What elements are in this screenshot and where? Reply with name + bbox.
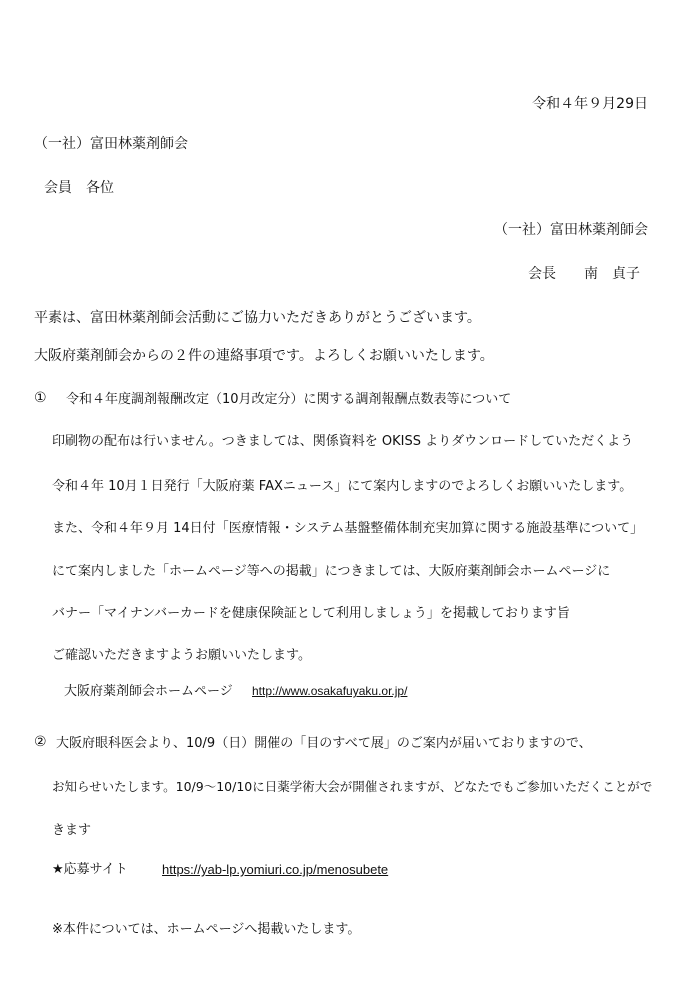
- recipient-organization: （一社）富田林薬剤師会: [34, 136, 188, 152]
- item2-line-3: きます: [52, 823, 92, 838]
- item1-line-4: にて案内しました「ホームページ等への掲載」につきましては、大阪府薬剤師会ホームページに: [52, 564, 611, 579]
- item1-link-label: 大阪府薬剤師会ホームページ: [64, 684, 233, 699]
- sender-organization: （一社）富田林薬剤師会: [494, 222, 648, 238]
- item2-link-label: ★応募サイト: [52, 862, 128, 877]
- item1-marker: ①: [34, 390, 47, 406]
- item1-line-2: 令和４年 10月１日発行「大阪府薬 FAXニュース」にて案内しますのでよろしくお願いいたします。: [52, 479, 633, 494]
- closing-note: ※本件については、ホームページへ掲載いたします。: [52, 922, 361, 937]
- item2-link-url[interactable]: https://yab-lp.yomiuri.co.jp/menosubete: [162, 862, 389, 877]
- item1-link-url[interactable]: http://www.osakafuyaku.or.jp/: [252, 684, 408, 698]
- item1-title: 令和４年度調剤報酬改定（10月改定分）に関する調剤報酬点数表等について: [66, 392, 512, 407]
- item1-line-3: また、令和４年９月 14日付「医療情報・システム基盤整備体制充実加算に関する施設基準について」: [52, 521, 644, 536]
- intro: 大阪府薬剤師会からの２件の連絡事項です。よろしくお願いいたします。: [34, 348, 494, 364]
- letter-date: 令和４年９月29日: [532, 96, 648, 112]
- item2-line-2: お知らせいたします。10/9～10/10に日薬学術大会が開催されますが、どなたでもご参加いただくことがで: [52, 779, 653, 794]
- recipient: 会員 各位: [44, 180, 114, 196]
- sender-name: 会長 南 貞子: [528, 266, 640, 282]
- greeting: 平素は、富田林薬剤師会活動にご協力いただきありがとうございます。: [34, 310, 481, 326]
- item2-marker: ②: [34, 734, 47, 750]
- item1-line-6: ご確認いただきますようお願いいたします。: [52, 648, 311, 663]
- item1-line-5: バナー「マイナンバーカードを健康保険証として利用しましょう」を掲載しております旨: [52, 606, 570, 621]
- item1-line-1: 印刷物の配布は行いません。つきましては、関係資料を OKISS よりダウンロードしていただくよう: [52, 434, 634, 449]
- item2-line-1: 大阪府眼科医会より、10/9（日）開催の「目のすべて展」のご案内が届いておりますので、: [56, 736, 592, 751]
